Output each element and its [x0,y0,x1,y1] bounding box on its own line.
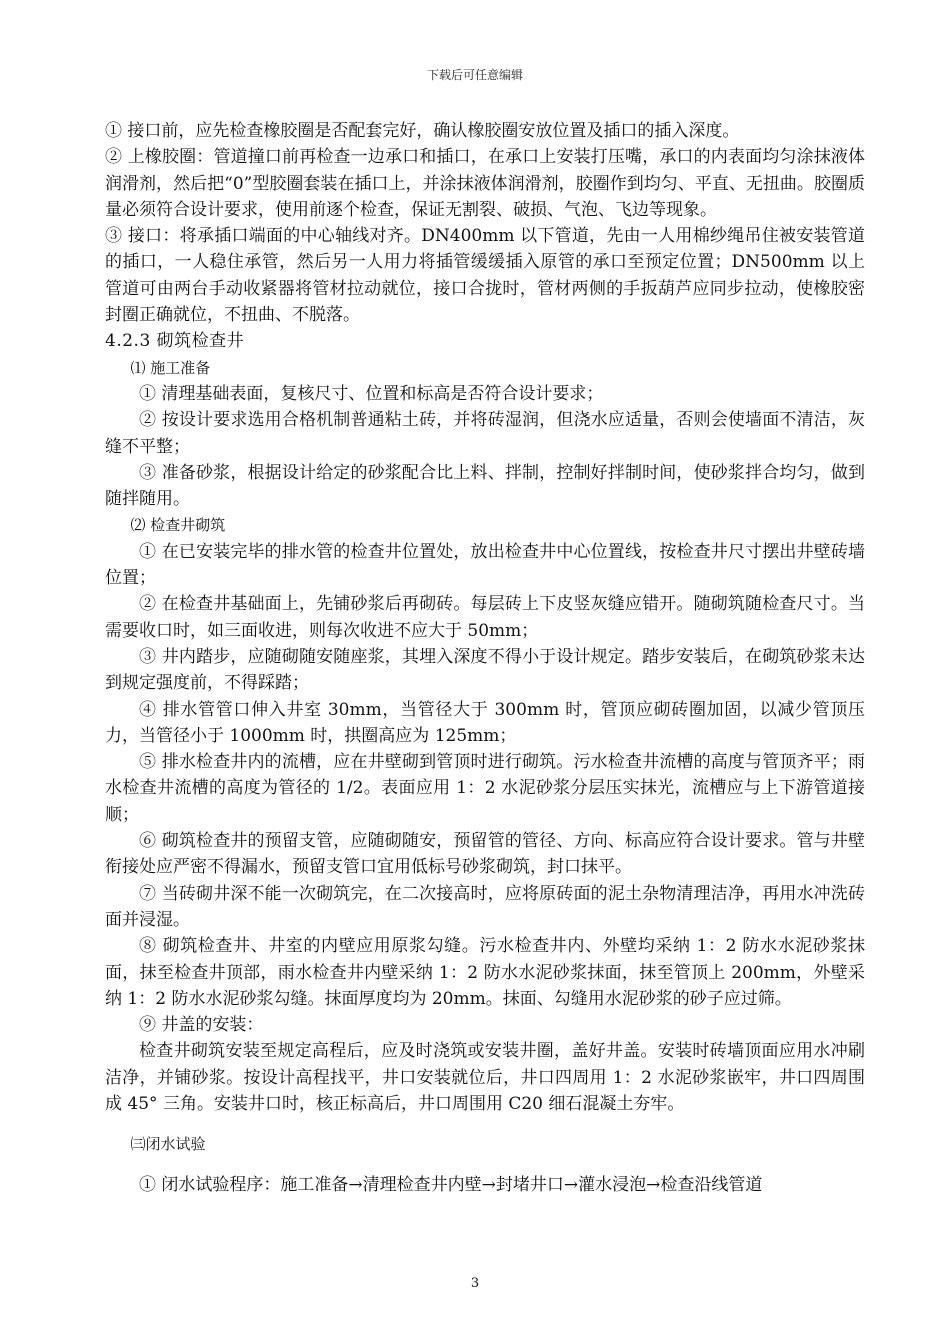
subsection-heading-prep: ⑴ 施工准备 [130,358,211,377]
paragraph-water-test-1: ① 闭水试验程序：施工准备→清理检查井内壁→封堵井口→灌水浸泡→检查沿线管道 [139,1174,763,1195]
paragraph-prep-3: ③ 准备砂浆，根据设计给定的砂浆配合比上料、拌制，控制好拌制时间，使砂浆拌合均匀，做到随拌随用。 [105,462,865,510]
paragraph-masonry-6: ⑥ 砌筑检查井的预留支管，应随砌随安，预留管的管径、方向、标高应符合设计要求。管与井壁衔接处应严密不得漏水，预留支管口宜用低标号砂浆砌筑，封口抹平。 [105,831,865,878]
document-body [105,118,865,1198]
paragraph-masonry-2: ② 在检查井基础面上，先铺砂浆后再砌砖。每层砖上下皮竖灰缝应错开。随砌筑随检查尺寸。当需要收口时，如三面收进，则每次收进不应大于 50mm； [105,594,865,641]
page-header: 下载后可任意编辑 [426,68,523,82]
page-number: 3 [470,1276,480,1291]
paragraph-rubber-ring: ② 上橡胶圈：管道撞口前再检查一边承口和插口，在承口上安装打压嘴，承口的内表面均匀涂抹液体润滑剂，然后把“0”型胶圈套装在插口上，并涂抹液体润滑剂，胶圈作到均匀、平直、无扭曲。胶圈质量必须符合设计要求，使用前逐个检查，保证无割裂、破损、气泡、飞边等现象。 [105,147,865,220]
subsection-heading-water-test: ㈢闭水试验 [130,1135,206,1154]
paragraph-joint-check: ① 接口前，应先检查橡胶圈是否配套完好，确认橡胶圈安放位置及插口的插入深度。 [105,121,740,141]
paragraph-manhole-cover: 检查井砌筑安装至规定高程后，应及时浇筑或安装井圈，盖好井盖。安装时砖墙顶面应用水冲刷洁净，并铺砂浆。按设计高程找平，井口安装就位后，井口四周用 1：2 水泥砂浆嵌牢，井口四周围成 45° 三角。安装井口时，核正标高后，井口周围用 C20 细石混凝土夯牢。 [105,1041,865,1114]
paragraph-prep-1: ① 清理基础表面，复核尺寸、位置和标高是否符合设计要求； [139,383,604,404]
paragraph-prep-2: ② 按设计要求选用合格机制普通粘土砖，并将砖湿润，但浇水应适量，否则会使墙面不清洁，灰缝不平整； [105,410,865,457]
section-heading: 4.2.3 砌筑检查井 [105,331,245,352]
paragraph-masonry-8: ⑧ 砌筑检查井、井室的内壁应用原浆勾缝。污水检查井内、外壁均采纳 1：2 防水水泥砂浆抹面，抹至检查井顶部，雨水检查井内壁采纳 1：2 防水水泥砂浆抹面，抹至管顶上 200mm，外壁采纳 1：2 防水水泥砂浆勾缝。抹面厚度均为 20mm。抹面、勾缝用水泥砂浆的砂子应过筛。 [105,936,865,1009]
paragraph-masonry-9: ⑨ 井盖的安装： [139,1015,264,1036]
paragraph-masonry-4: ④ 排水管管口伸入井室 30mm，当管径大于 300mm 时，管顶应砌砖圈加固，以减少管顶压力，当管径小于 1000mm 时，拱圈高应为 125mm； [105,699,865,746]
subsection-heading-masonry: ⑵ 检查井砌筑 [130,516,226,535]
paragraph-masonry-1: ① 在已安装完毕的排水管的检查井位置处，放出检查井中心位置线，按检查井尺寸摆出井壁砖墙位置； [105,541,865,589]
paragraph-masonry-3: ③ 井内踏步，应随砌随安随座浆，其埋入深度不得小于设计规定。踏步安装后，在砌筑砂浆未达到规定强度前，不得踩踏； [105,646,865,694]
paragraph-masonry-7: ⑦ 当砖砌井深不能一次砌筑完，在二次接高时，应将原砖面的泥土杂物清理洁净，再用水冲洗砖面并浸湿。 [105,883,865,930]
paragraph-joint: ③ 接口：将承插口端面的中心轴线对齐。DN400mm 以下管道，先由一人用棉纱绳吊住被安装管道的插口，一人稳住承管，然后另一人用力将插管缓缓插入原管的承口至预定位置；DN500mm 以上管道可由两台手动收紧器将管材拉动就位，接口合拢时，管材两侧的手扳葫芦应同步拉动，使橡胶密封圈正确就位，不扭曲、不脱落。 [105,226,865,326]
paragraph-masonry-5: ⑤ 排水检查井内的流槽，应在井壁砌到管顶时进行砌筑。污水检查井流槽的高度与管顶齐平；雨水检查井流槽的高度为管径的 1/2。表面应用 1：2 水泥砂浆分层压实抹光，流槽应与上下游管道接顺； [105,752,865,825]
